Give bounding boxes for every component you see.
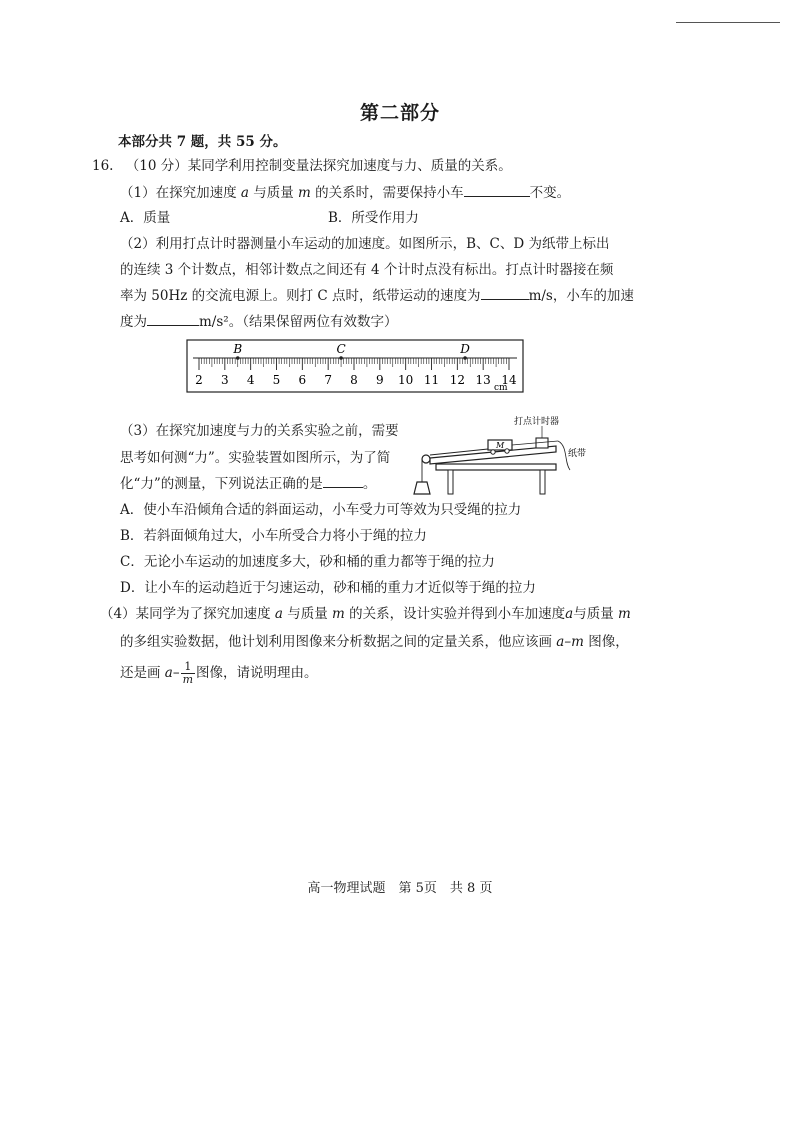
table-top <box>436 464 556 470</box>
table-leg <box>448 470 453 494</box>
ruler-tick-label: 8 <box>350 373 358 387</box>
tape-label: 纸带 <box>568 449 587 459</box>
p2-text: m/s，小车的加速 <box>528 288 634 304</box>
cart-wheel-icon <box>491 450 495 454</box>
part-2-line-3 <box>120 286 634 306</box>
fraction-denominator: m <box>182 673 194 686</box>
var-a: a <box>164 665 173 681</box>
var-a: a <box>274 606 283 622</box>
ruler-tick-label: 13 <box>475 373 491 387</box>
p4-text: 与质量 <box>282 606 333 622</box>
part-4-line-1 <box>100 604 631 624</box>
ruler-tape-figure <box>185 338 525 394</box>
fraction-numerator: 1 <box>181 661 195 674</box>
p1-text: （1）在探究加速度 <box>120 185 241 201</box>
answer-blank[interactable] <box>464 183 530 197</box>
sand-bucket-icon <box>414 482 430 494</box>
p2-text: 度为 <box>120 314 147 330</box>
part-3-option-c: C．无论小车运动的加速度多大，砂和桶的重力都等于绳的拉力 <box>120 554 495 570</box>
ruler-tick-label: 14 <box>501 373 517 387</box>
part-4-line-2 <box>120 632 629 652</box>
p2-text: 率为 50Hz 的交流电源上。则打 C 点时，纸带运动的速度为 <box>120 288 481 304</box>
section-title: 第二部分 <box>359 102 440 124</box>
am-expression: a–m <box>556 634 584 650</box>
tape-point-c <box>339 356 343 360</box>
p3-text: 。 <box>362 476 377 492</box>
p1-text: 不变。 <box>529 185 571 201</box>
ruler-tick-label: 12 <box>449 373 465 387</box>
pulley-icon <box>422 455 430 463</box>
apparatus-figure <box>408 412 608 498</box>
answer-blank-velocity[interactable] <box>481 286 529 300</box>
ruler-tick-label: 3 <box>221 373 229 387</box>
tape-point-label: C <box>336 342 346 356</box>
fraction-one-over-m <box>181 661 195 686</box>
var-a: a <box>240 185 249 201</box>
p4-text: 的多组实验数据，他计划利用图像来分析数据之间的定量关系，他应该画 <box>120 634 557 650</box>
ruler-tick-label: 10 <box>398 373 414 387</box>
part-3-option-b: B．若斜面倾角过大，小车所受合力将小于绳的拉力 <box>120 528 427 544</box>
question-16-stem <box>92 156 512 176</box>
timer-label: 打点计时器 <box>514 417 560 427</box>
ruler-tick-label: 5 <box>272 373 281 387</box>
tape-line <box>512 441 558 445</box>
part-2-line-2: 的连续 3 个计数点，相邻计数点之间还有 4 个计时点没有标出。打点计时器接在频 <box>120 262 614 278</box>
ruler-tick-label: 2 <box>195 373 203 387</box>
cart-label: M <box>496 441 505 450</box>
top-rule <box>676 22 780 23</box>
part-2-line-4 <box>120 312 397 332</box>
ruler-tick-label: 7 <box>324 373 332 387</box>
option-a: A．质量 <box>120 210 171 226</box>
ruler-tick-label: 11 <box>423 373 440 387</box>
p2-text: m/s²。（结果保留两位有效数字） <box>199 314 398 330</box>
question-stem-text: （10 分）某同学利用控制变量法探究加速度与力、质量的关系。 <box>125 158 512 174</box>
p1-text: 的关系时，需要保持小车 <box>310 185 464 201</box>
p4-text: 的关系，设计实验并得到小车加速度 <box>344 606 566 622</box>
tape-point-label: D <box>460 342 470 356</box>
option-b: B．所受作用力 <box>328 210 419 226</box>
p1-text: 与质量 <box>248 185 299 201</box>
p4-text: 图像，请说明理由。 <box>196 665 318 681</box>
answer-blank-choice[interactable] <box>323 474 363 488</box>
var-m: m <box>618 606 631 622</box>
tape-point-d <box>463 356 467 360</box>
ruler-tick-label: 9 <box>376 373 384 387</box>
part-3-line-3 <box>120 474 376 494</box>
ruler-tick-label: 6 <box>298 373 307 387</box>
ruler-unit-label: cm <box>494 383 508 393</box>
question-number: 16. <box>92 158 114 174</box>
part-3-option-a: A．使小车沿倾角合适的斜面运动，小车受力可等效为只受绳的拉力 <box>120 502 522 518</box>
p4-text: 与质量 <box>573 606 619 622</box>
p4-text: 还是画 <box>120 665 165 681</box>
var-a: a <box>565 606 574 622</box>
tape-point-b <box>236 356 240 360</box>
var-m: m <box>332 606 345 622</box>
ruler-tick-label: 4 <box>246 373 255 387</box>
page-footer: 高一物理试题 第 5页 共 8 页 <box>307 881 493 896</box>
part-1-question <box>120 183 570 203</box>
part-3-line-2: 思考如何测“力”。实验装置如图所示，为了简 <box>120 450 391 466</box>
tape-point-label: B <box>233 342 243 356</box>
table-leg <box>540 470 545 494</box>
part-2-line-1: （2）利用打点计时器测量小车运动的加速度。如图所示，B、C、D 为纸带上标出 <box>120 236 610 252</box>
section-intro: 本部分共 7 题，共 55 分。 <box>118 134 287 150</box>
p3-text: 化“力”的测量，下列说法正确的是 <box>120 476 323 492</box>
p4-text: （4）某同学为了探究加速度 <box>100 606 275 622</box>
var-m: m <box>298 185 311 201</box>
cart-wheel-icon <box>505 449 509 453</box>
answer-blank-acceleration[interactable] <box>147 312 199 326</box>
part-3-option-d: D．让小车的运动趋近于匀速运动，砂和桶的重力才近似等于绳的拉力 <box>120 580 536 596</box>
p4-text: 图像， <box>583 634 629 650</box>
part-3-line-1: （3）在探究加速度与力的关系实验之前，需要 <box>120 423 399 439</box>
part-4-line-3: 还是画 a– $\frac{1}{m}$ 图像，请说明理由。 <box>120 660 318 686</box>
